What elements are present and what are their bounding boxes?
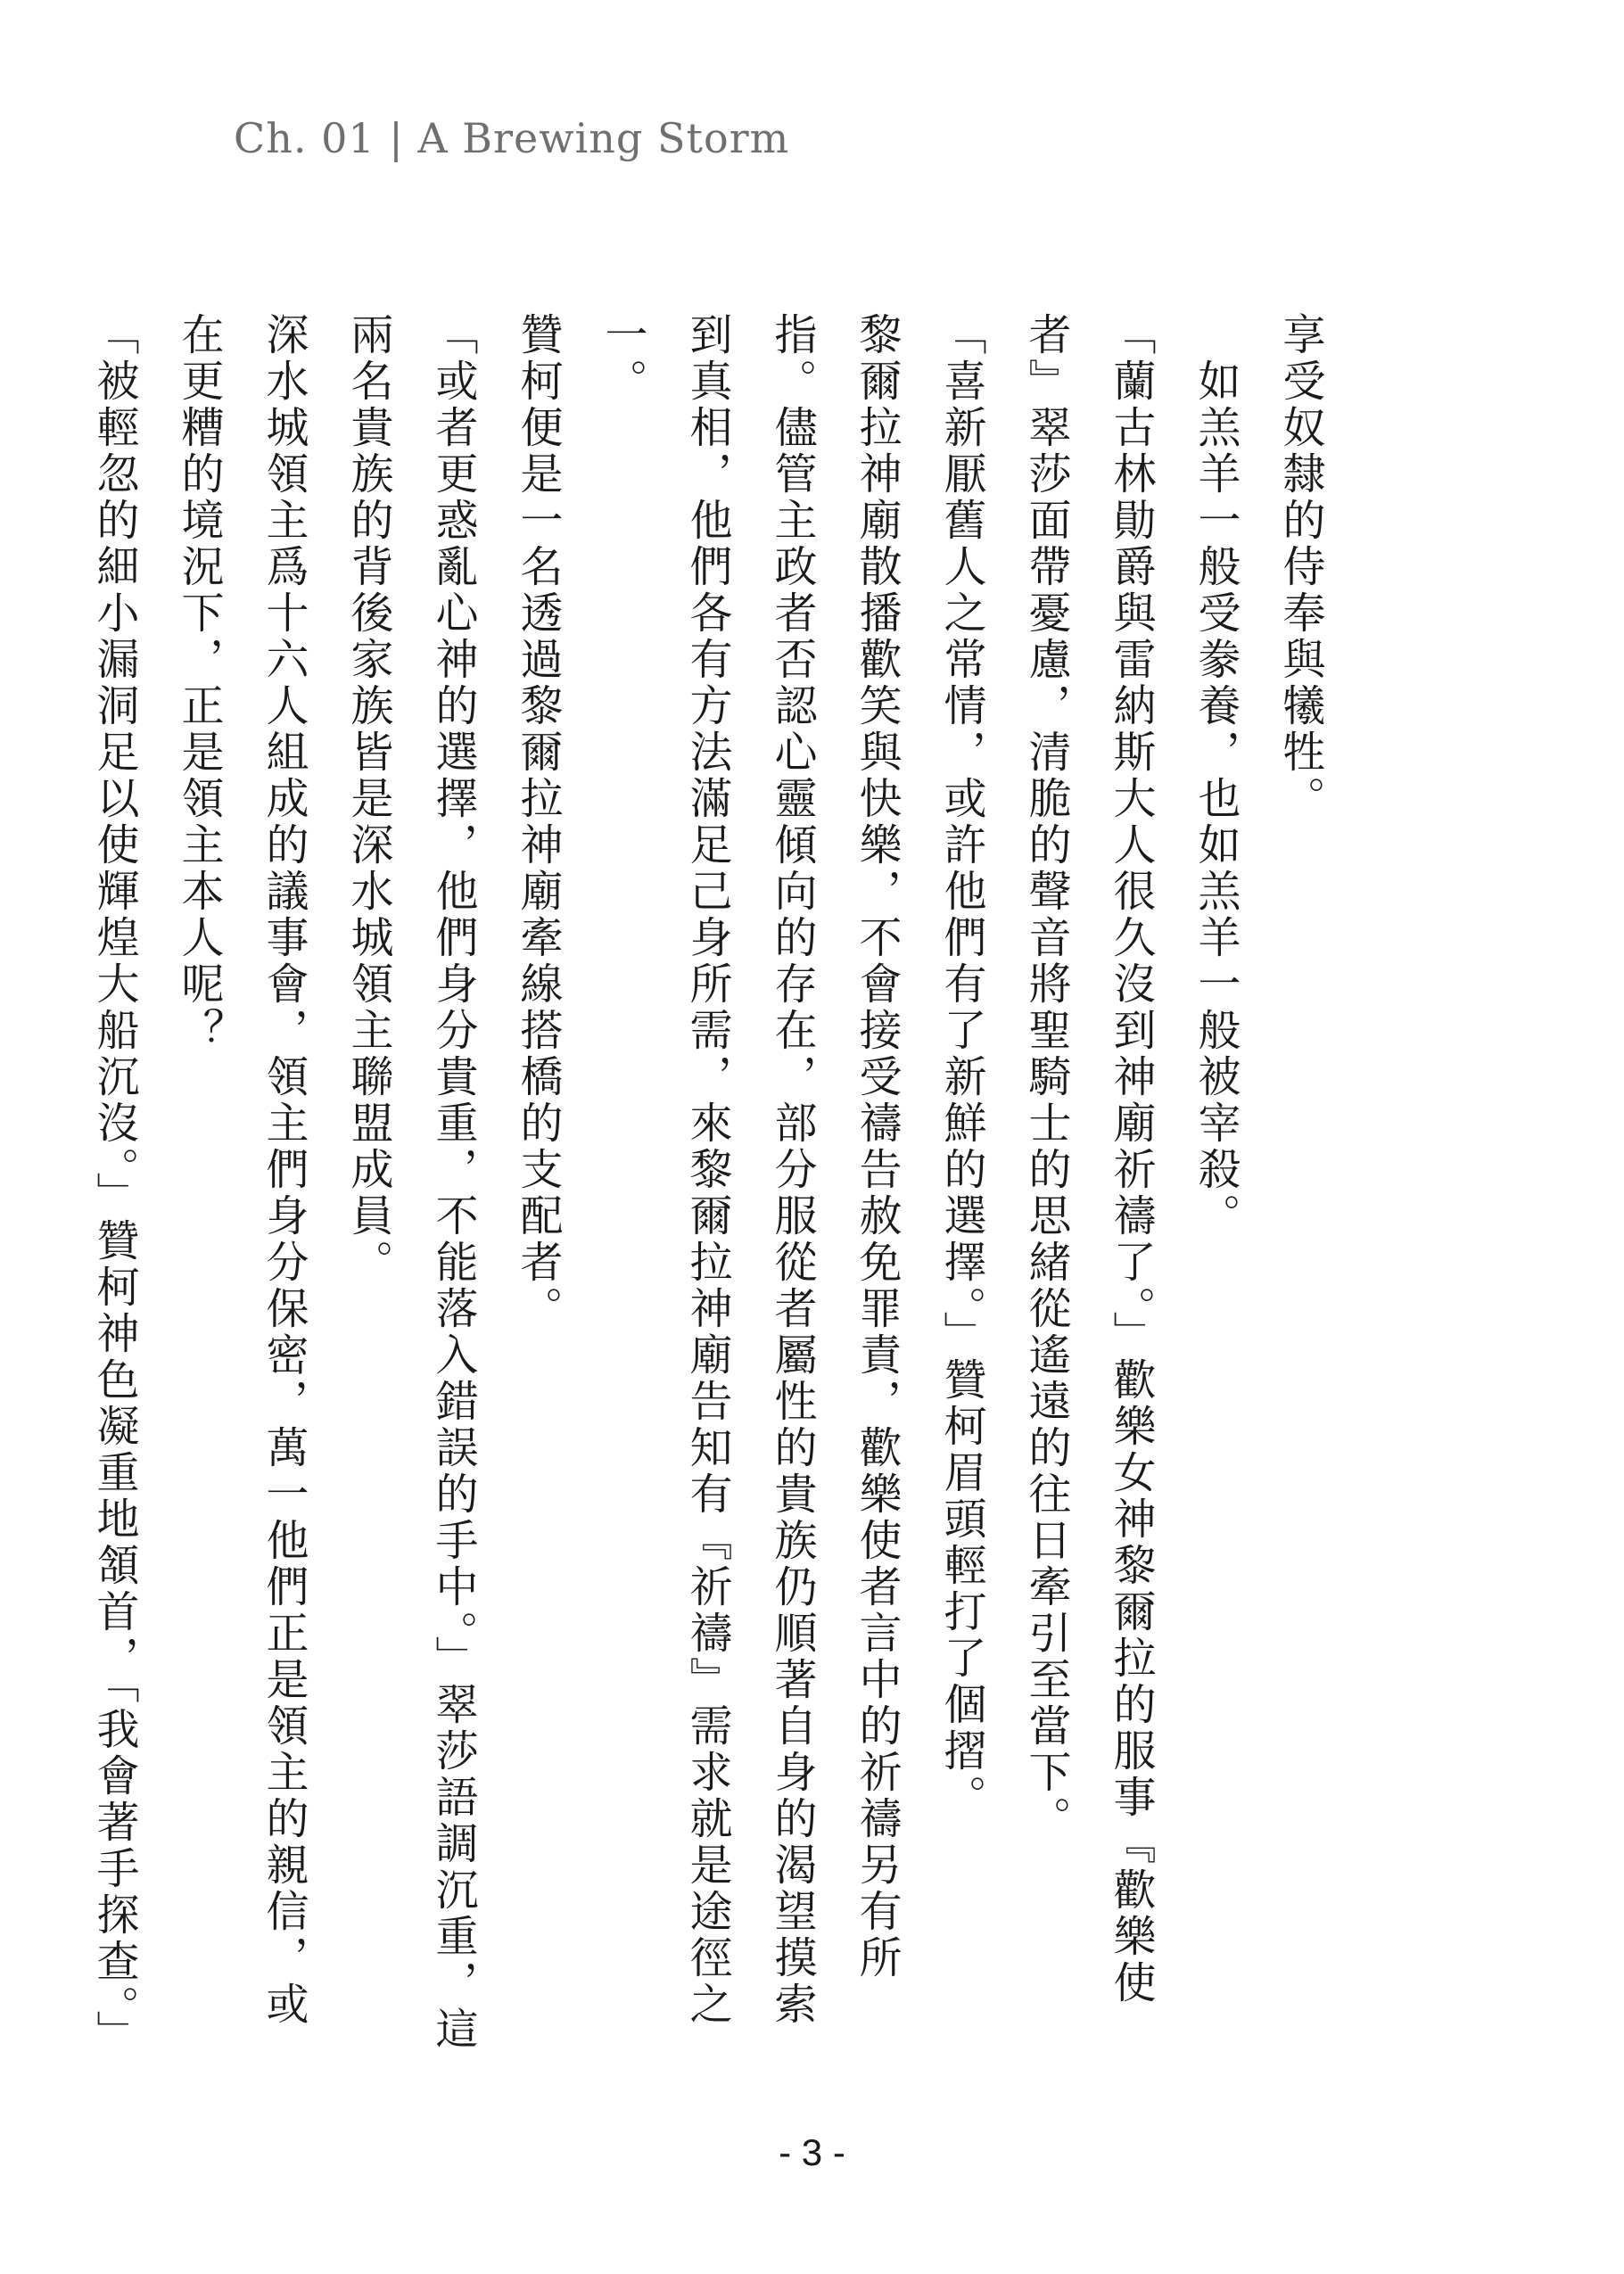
paragraph-7: 「或者更惑亂心神的選擇，他們身分貴重，不能落入錯誤的手中。」翠莎語調沉重，這兩名貴族的背後家族皆是深水城領主聯盟成員。 — [343, 312, 478, 2053]
paragraph-5: 黎爾拉神廟散播歡笑與快樂，不會接受禱告赦免罪責，歡樂使者言中的祈禱另有所指。儘管主政者否認心靈傾向的存在，部分服從者屬性的貴族仍順著自身的渴望摸索到真相，他們各有方法滿足己身所需，來黎爾拉神廟告知有『祈禱』需求就是途徑之一。 — [598, 312, 902, 2028]
paragraph-9: 「被輕忽的細小漏洞足以使輝煌大船沉沒。」贊柯神色凝重地頷首，「我會著手探查。」 — [89, 312, 139, 2056]
paragraph-8: 深水城領主爲十六人組成的議事會，領主們身分保密，萬一他們正是領主的親信，或在更糟的境況下，正是領主本人呢？ — [174, 312, 309, 2028]
paragraph-2: 如羔羊一般受豢養，也如羔羊一般被宰殺。 — [1191, 312, 1241, 1240]
paragraph-1: 享受奴隸的侍奉與犧牲。 — [1275, 312, 1325, 822]
paragraph-6: 贊柯便是一名透過黎爾拉神廟牽線搭橋的支配者。 — [513, 312, 563, 1332]
paragraph-3: 「蘭古林勛爵與雷納斯大人很久沒到神廟祈禱了。」歡樂女神黎爾拉的服事『歡樂使者』翠莎面帶憂慮，清脆的聲音將聖騎士的思緒從遙遠的往日牽引至當下。 — [1021, 312, 1156, 2006]
page-number: - 3 - — [779, 2131, 845, 2173]
body-text — [89, 312, 1342, 2060]
chapter-header: Ch. 01 | A Brewing Storm — [234, 114, 790, 162]
paragraph-4: 「喜新厭舊人之常情，或許他們有了新鮮的選擇。」贊柯眉頭輕打了個摺。 — [936, 312, 986, 1821]
